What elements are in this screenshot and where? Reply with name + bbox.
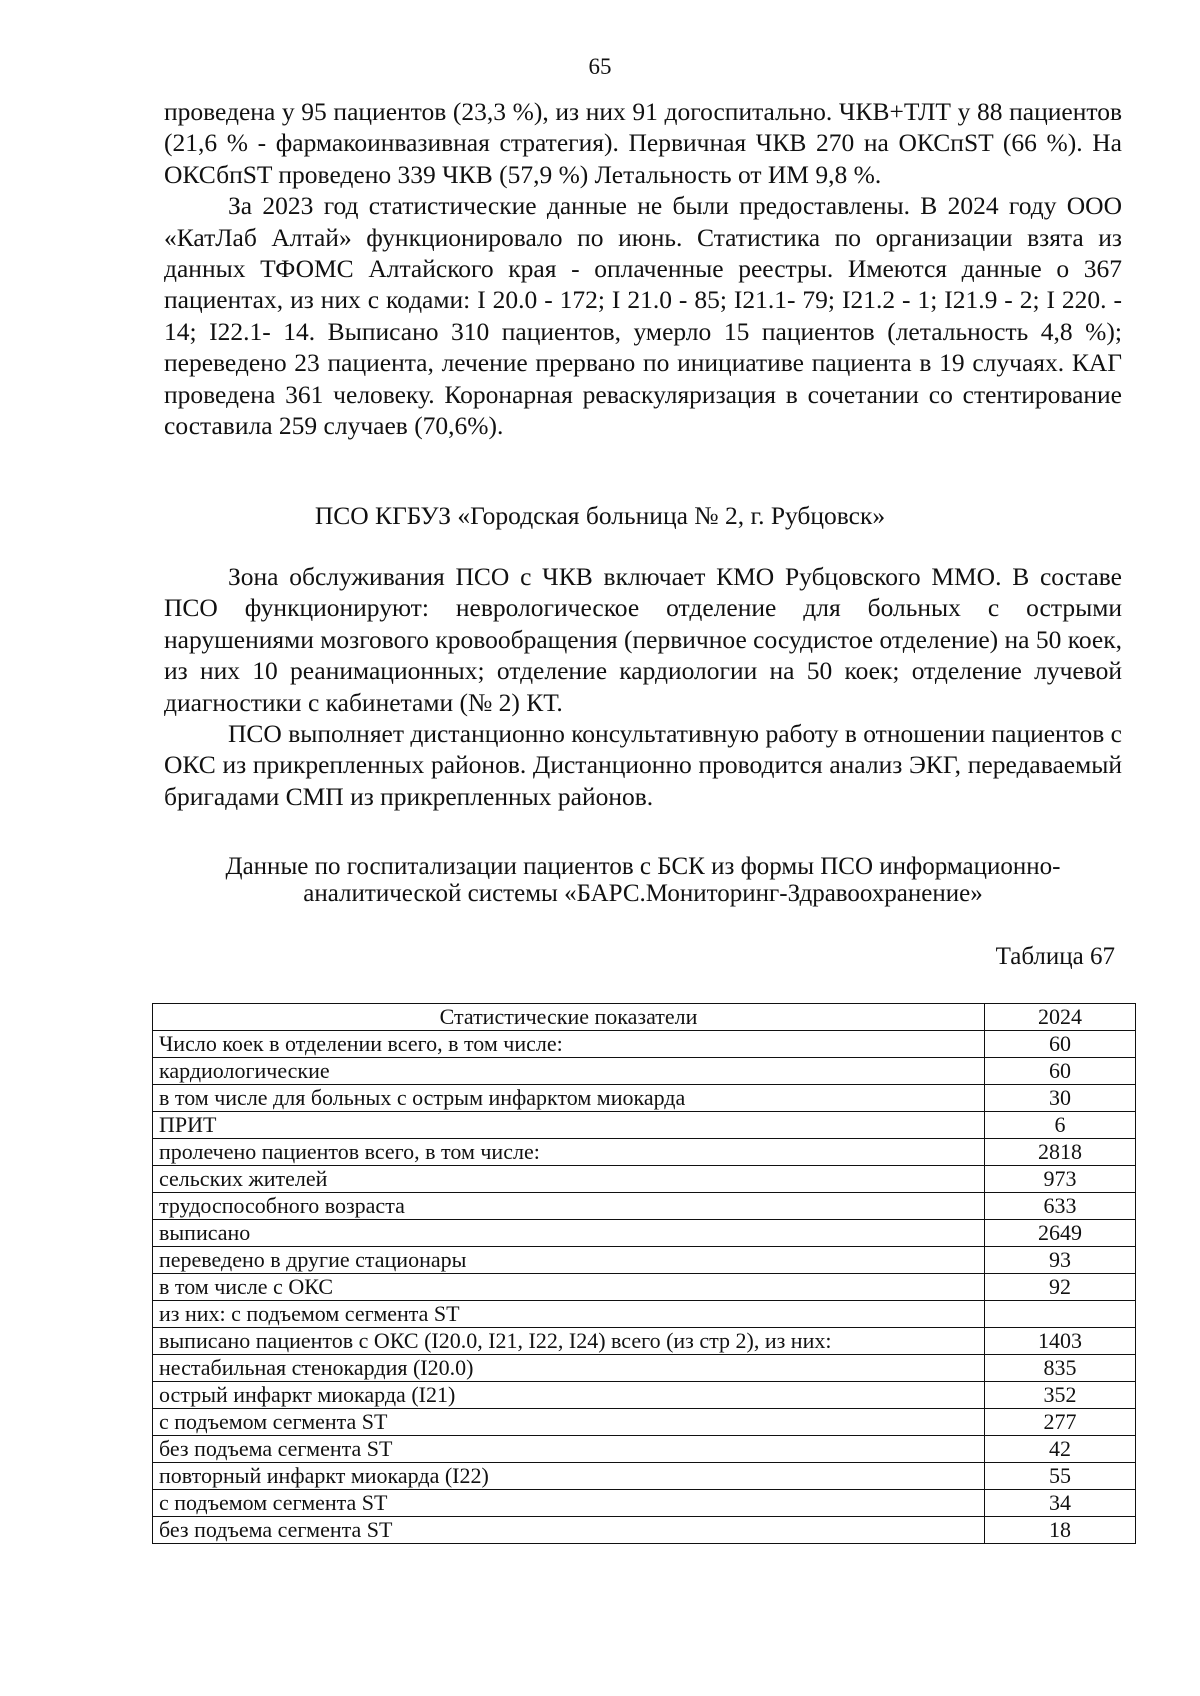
indicator-cell: из них: с подъемом сегмента ST: [153, 1301, 985, 1328]
indicator-cell: трудоспособного возраста: [153, 1193, 985, 1220]
indicator-cell: нестабильная стенокардия (I20.0): [153, 1355, 985, 1382]
table-row: [153, 1463, 1136, 1490]
table-row: [153, 1058, 1136, 1085]
value-cell: 2818: [985, 1139, 1136, 1166]
value-cell: 42: [985, 1436, 1136, 1463]
paragraph: ПСО выполняет дистанционно консультативную работу в отношении пациентов с ОКС из прикрепленных районов. Дистанционно проводится анализ ЭКГ, передаваемый бригадами СМП из прикрепленных районов.: [164, 719, 1122, 811]
indicator-cell: выписано: [153, 1220, 985, 1247]
value-cell: 93: [985, 1247, 1136, 1274]
paragraph: Зона обслуживания ПСО с ЧКВ включает КМО Рубцовского ММО. В составе ПСО функционируют: неврологическое отделение для больных с острыми нарушениями мозгового кровообращения (первичное сосудистое отделение) на 50 коек, из них 10 реанимационных; отделение кардиологии на 50 коек; отделение лучевой диагностики с кабинетами (№ 2) КТ.: [164, 562, 1122, 717]
page-number: 65: [588, 54, 612, 79]
intro-text-block: [164, 96, 1122, 441]
table-row: [153, 1382, 1136, 1409]
value-cell: 352: [985, 1382, 1136, 1409]
caption-line: аналитической системы «БАРС.Мониторинг-Здравоохранение»: [303, 880, 983, 907]
value-cell: 633: [985, 1193, 1136, 1220]
table-row: [153, 1220, 1136, 1247]
table-row: [153, 1031, 1136, 1058]
value-cell: 1403: [985, 1328, 1136, 1355]
value-cell: 92: [985, 1274, 1136, 1301]
table-row: [153, 1409, 1136, 1436]
indicator-cell: выписано пациентов с ОКС (I20.0, I21, I22, I24) всего (из стр 2), из них:: [153, 1328, 985, 1355]
indicator-cell: с подъемом сегмента ST: [153, 1409, 985, 1436]
value-cell: 18: [985, 1517, 1136, 1544]
table-row: [153, 1355, 1136, 1382]
statistics-table: [152, 1003, 1136, 1544]
table-row: [153, 1274, 1136, 1301]
table-row: [153, 1139, 1136, 1166]
table-row: [153, 1247, 1136, 1274]
table-row: [153, 1328, 1136, 1355]
indicator-cell: ПРИТ: [153, 1112, 985, 1139]
indicator-cell: с подъемом сегмента ST: [153, 1490, 985, 1517]
indicator-cell: в том числе для больных с острым инфарктом миокарда: [153, 1085, 985, 1112]
value-cell: 6: [985, 1112, 1136, 1139]
header-cell-year: 2024: [985, 1004, 1136, 1031]
table-row: [153, 1490, 1136, 1517]
indicator-cell: сельских жителей: [153, 1166, 985, 1193]
indicator-cell: переведено в другие стационары: [153, 1247, 985, 1274]
table-row: [153, 1166, 1136, 1193]
caption-line: Данные по госпитализации пациентов с БСК из формы ПСО информационно-: [225, 853, 1061, 880]
section-text-block: [164, 561, 1122, 812]
value-cell: 30: [985, 1085, 1136, 1112]
value-cell: 277: [985, 1409, 1136, 1436]
table-row: [153, 1517, 1136, 1544]
table-row: [153, 1301, 1136, 1328]
value-cell: 60: [985, 1058, 1136, 1085]
table-row: [153, 1193, 1136, 1220]
table-row: [153, 1085, 1136, 1112]
indicator-cell: кардиологические: [153, 1058, 985, 1085]
indicator-cell: повторный инфаркт миокарда (I22): [153, 1463, 985, 1490]
table-header-row: [153, 1004, 1136, 1031]
table-label: Таблица 67: [995, 943, 1115, 970]
header-cell-indicator: Статистические показатели: [153, 1004, 985, 1031]
value-cell: 60: [985, 1031, 1136, 1058]
table-caption: [150, 853, 1136, 907]
indicator-cell: без подъема сегмента ST: [153, 1436, 985, 1463]
paragraph: проведена у 95 пациентов (23,3 %), из них 91 догоспитально. ЧКВ+ТЛТ у 88 пациентов (21,6 % - фармакоинвазивная стратегия). Первичная ЧКВ 270 на ОКСпST (66 %). На ОКСбпST проведено 339 ЧКВ (57,9 %) Летальность от ИМ 9,8 %.: [164, 97, 1122, 189]
value-cell: 34: [985, 1490, 1136, 1517]
paragraph: За 2023 год статистические данные не были предоставлены. В 2024 году ООО «КатЛаб Алтай» функционировало по июнь. Статистика по организации взята из данных ТФОМС Алтайского края - оплаченные реестры. Имеются данные о 367 пациентах, из них с кодами: I 20.0 - 172; I 21.0 - 85; I21.1- 79; I21.2 - 1; I21.9 - 2; I 220. - 14; I22.1- 14. Выписано 310 пациентов, умерло 15 пациентов (летальность 4,8 %); переведено 23 пациента, лечение прервано по инициативе пациента в 19 случаях. КАГ проведена 361 человеку. Коронарная реваскуляризация в сочетании со стентирование составила 259 случаев (70,6%).: [164, 191, 1122, 441]
indicator-cell: в том числе с ОКС: [153, 1274, 985, 1301]
value-cell: 55: [985, 1463, 1136, 1490]
indicator-cell: без подъема сегмента ST: [153, 1517, 985, 1544]
table-row: [153, 1436, 1136, 1463]
indicator-cell: острый инфаркт миокарда (I21): [153, 1382, 985, 1409]
indicator-cell: Число коек в отделении всего, в том числе:: [153, 1031, 985, 1058]
table-row: [153, 1112, 1136, 1139]
value-cell: 2649: [985, 1220, 1136, 1247]
value-cell: [985, 1301, 1136, 1328]
value-cell: 835: [985, 1355, 1136, 1382]
section-heading: ПСО КГБУЗ «Городская больница № 2, г. Рубцовск»: [314, 501, 886, 530]
indicator-cell: пролечено пациентов всего, в том числе:: [153, 1139, 985, 1166]
value-cell: 973: [985, 1166, 1136, 1193]
